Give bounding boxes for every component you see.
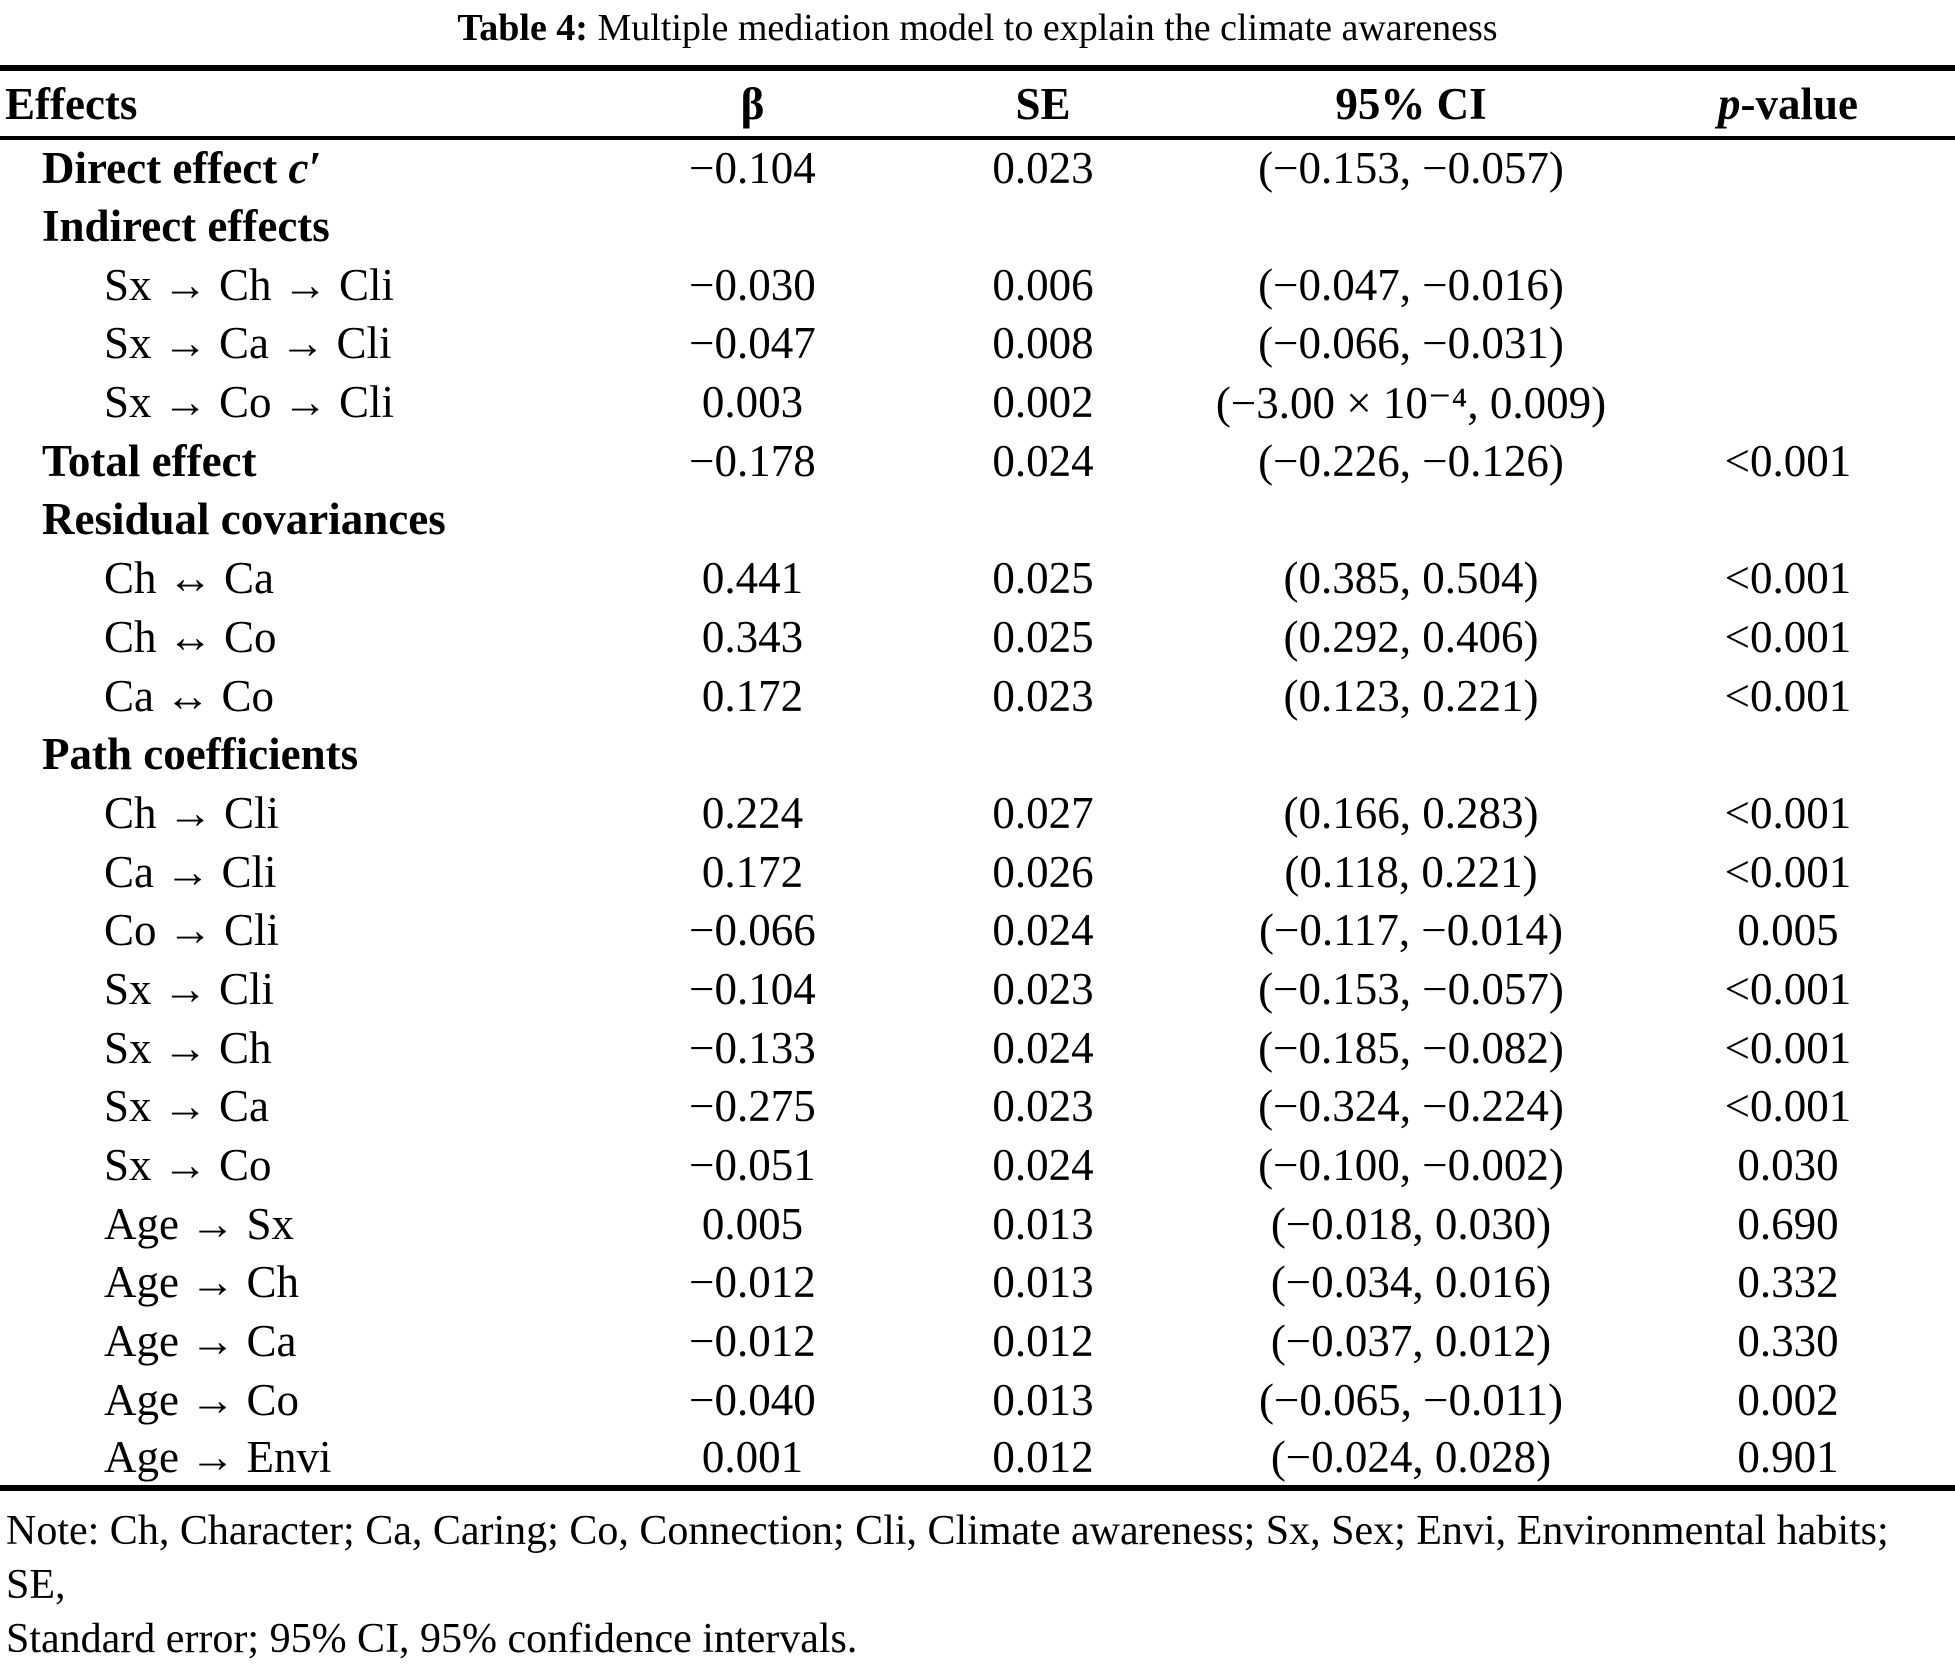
col-header-se: SE xyxy=(885,68,1201,138)
cell-pvalue xyxy=(1621,725,1955,784)
cell-beta: −0.104 xyxy=(689,963,816,1014)
col-header-effects: Effects xyxy=(0,68,620,138)
table-row xyxy=(0,901,1955,960)
cell-beta: 0.224 xyxy=(701,787,804,838)
cell-effect xyxy=(0,1077,620,1136)
cell-ci: (−0.024, 0.028) xyxy=(1270,1431,1552,1482)
effect-label: Ch ↔ Ca xyxy=(104,553,275,604)
cell-se xyxy=(885,197,1201,256)
table-row xyxy=(0,314,1955,373)
cell-pvalue: <0.001 xyxy=(1724,435,1852,486)
cell-se: 0.027 xyxy=(992,787,1094,838)
cell-beta: −0.040 xyxy=(689,1374,816,1425)
cell-se: 0.002 xyxy=(992,377,1094,428)
cell-se: 0.023 xyxy=(992,1081,1094,1132)
table-caption xyxy=(0,0,1955,52)
cell-effect xyxy=(0,842,620,901)
cell-pvalue: <0.001 xyxy=(1724,611,1852,662)
table-row xyxy=(0,373,1955,432)
cell-effect xyxy=(0,1429,620,1488)
effect-label: Sx → Co xyxy=(104,1140,272,1191)
cell-ci: (−0.047, −0.016) xyxy=(1258,259,1564,310)
cell-se: 0.025 xyxy=(992,611,1094,662)
cell-pvalue xyxy=(1621,373,1955,432)
effect-label: Ca → Cli xyxy=(104,846,277,897)
cell-pvalue: 0.030 xyxy=(1737,1140,1839,1191)
cell-effect xyxy=(0,1312,620,1371)
cell-pvalue xyxy=(1621,490,1955,549)
cell-se: 0.013 xyxy=(992,1257,1094,1308)
cell-beta: −0.012 xyxy=(689,1257,816,1308)
cell-ci: (−3.00 × 10⁻⁴, 0.009) xyxy=(1215,377,1607,428)
col-header-ci: 95% CI xyxy=(1201,68,1621,138)
cell-beta xyxy=(620,490,885,549)
cell-ci: (−0.018, 0.030) xyxy=(1270,1198,1552,1249)
cell-ci: (0.118, 0.221) xyxy=(1284,846,1538,897)
cell-beta: −0.030 xyxy=(689,259,816,310)
cell-pvalue xyxy=(1621,197,1955,256)
cell-pvalue: 0.901 xyxy=(1737,1431,1839,1482)
effect-label: Age → Ca xyxy=(104,1316,297,1367)
table-row xyxy=(0,608,1955,667)
cell-ci: (−0.117, −0.014) xyxy=(1258,905,1564,956)
cell-ci xyxy=(1201,725,1621,784)
header-row xyxy=(0,68,1955,138)
col-header-p-rest: -value xyxy=(1740,78,1858,129)
cell-effect xyxy=(0,255,620,314)
table-row xyxy=(0,549,1955,608)
mediation-table xyxy=(0,65,1955,1491)
cell-effect xyxy=(0,549,620,608)
cell-se: 0.008 xyxy=(992,318,1094,369)
table-row xyxy=(0,197,1955,256)
cell-ci: (−0.065, −0.011) xyxy=(1258,1374,1564,1425)
cell-effect xyxy=(0,901,620,960)
col-header-beta: β xyxy=(620,68,885,138)
cell-se: 0.024 xyxy=(992,905,1094,956)
effect-label: Residual covariances xyxy=(42,494,446,545)
table-row xyxy=(0,725,1955,784)
cell-beta: −0.133 xyxy=(689,1022,816,1073)
effect-label: Age → Ch xyxy=(104,1257,299,1308)
table-row xyxy=(0,490,1955,549)
table-row xyxy=(0,1077,1955,1136)
cell-pvalue xyxy=(1621,255,1955,314)
cell-pvalue xyxy=(1621,314,1955,373)
cell-ci: (−0.153, −0.057) xyxy=(1258,963,1564,1014)
effect-label: Indirect effects xyxy=(42,201,330,252)
effect-label: Sx → Ch xyxy=(104,1022,272,1073)
cell-beta: −0.047 xyxy=(689,318,816,369)
cell-se: 0.023 xyxy=(992,143,1094,194)
effect-label: Age → Co xyxy=(104,1374,299,1425)
cell-ci: (0.292, 0.406) xyxy=(1283,611,1539,662)
table-row xyxy=(0,431,1955,490)
cell-ci xyxy=(1201,197,1621,256)
cell-effect xyxy=(0,1136,620,1195)
note-line-1: Note: Ch, Character; Ca, Caring; Co, Connection; Cli, Climate awareness; Sx, Sex; Envi, Environmental habits; SE, xyxy=(6,1507,1889,1608)
cell-effect xyxy=(0,373,620,432)
cell-pvalue: <0.001 xyxy=(1724,670,1852,721)
cell-pvalue: 0.002 xyxy=(1737,1374,1839,1425)
effect-label: Direct effect xyxy=(42,143,289,194)
cell-beta: 0.172 xyxy=(701,670,804,721)
note-line-2: Standard error; 95% CI, 95% confidence intervals. xyxy=(6,1615,858,1662)
effect-label: Ca ↔ Co xyxy=(104,670,275,721)
cell-effect xyxy=(0,1018,620,1077)
cell-se: 0.006 xyxy=(992,259,1094,310)
cell-ci: (0.385, 0.504) xyxy=(1283,553,1539,604)
cell-effect xyxy=(0,1253,620,1312)
table-row xyxy=(0,1370,1955,1429)
table-row xyxy=(0,1136,1955,1195)
cell-beta: 0.441 xyxy=(701,553,804,604)
cell-effect xyxy=(0,314,620,373)
cell-effect xyxy=(0,608,620,667)
cell-ci: (−0.324, −0.224) xyxy=(1258,1081,1564,1132)
cell-effect xyxy=(0,138,620,197)
cell-se: 0.012 xyxy=(992,1431,1094,1482)
effect-label: Co → Cli xyxy=(104,905,280,956)
effect-label: Age → Envi xyxy=(104,1431,332,1482)
cell-beta: 0.343 xyxy=(701,611,804,662)
table-note xyxy=(0,1504,1955,1666)
cell-se: 0.013 xyxy=(992,1198,1094,1249)
cell-se: 0.023 xyxy=(992,963,1094,1014)
effect-label: Age → Sx xyxy=(104,1198,294,1249)
cell-ci: (−0.100, −0.002) xyxy=(1258,1140,1564,1191)
cell-pvalue: 0.005 xyxy=(1737,905,1839,956)
cell-effect xyxy=(0,666,620,725)
cell-beta xyxy=(620,197,885,256)
cell-pvalue: 0.332 xyxy=(1737,1257,1839,1308)
table-row xyxy=(0,842,1955,901)
cell-effect xyxy=(0,960,620,1019)
effect-label: Sx → Cli xyxy=(104,963,275,1014)
table-body xyxy=(0,138,1955,1488)
table-caption-number: Table 4: xyxy=(457,7,588,49)
cell-ci: (−0.185, −0.082) xyxy=(1258,1022,1564,1073)
cell-pvalue: <0.001 xyxy=(1724,1022,1852,1073)
cell-effect xyxy=(0,1194,620,1253)
table-row xyxy=(0,138,1955,197)
cell-pvalue: <0.001 xyxy=(1724,846,1852,897)
table-row xyxy=(0,255,1955,314)
cell-se: 0.012 xyxy=(992,1316,1094,1367)
table-row xyxy=(0,960,1955,1019)
cell-se: 0.023 xyxy=(992,670,1094,721)
cell-effect xyxy=(0,490,620,549)
cell-pvalue xyxy=(1621,138,1955,197)
table-row xyxy=(0,1253,1955,1312)
cell-se xyxy=(885,490,1201,549)
cell-beta: −0.275 xyxy=(689,1081,816,1132)
cell-pvalue: <0.001 xyxy=(1724,1081,1852,1132)
cell-beta: 0.003 xyxy=(701,377,804,428)
cell-beta: 0.172 xyxy=(701,846,804,897)
cell-effect xyxy=(0,1370,620,1429)
cell-pvalue: 0.330 xyxy=(1737,1316,1839,1367)
cell-effect xyxy=(0,725,620,784)
cell-ci xyxy=(1201,490,1621,549)
cell-ci: (0.123, 0.221) xyxy=(1283,670,1539,721)
cell-ci: (−0.034, 0.016) xyxy=(1270,1257,1552,1308)
cell-beta xyxy=(620,725,885,784)
cell-se: 0.013 xyxy=(992,1374,1094,1425)
effect-label: Sx → Co → Cli xyxy=(104,377,395,428)
cell-beta: −0.178 xyxy=(689,435,816,486)
table-row xyxy=(0,1018,1955,1077)
effect-label: Path coefficients xyxy=(42,729,359,780)
cell-beta: −0.051 xyxy=(689,1140,816,1191)
effect-label: Total effect xyxy=(42,435,257,486)
col-header-pvalue xyxy=(1621,68,1955,138)
cell-pvalue: 0.690 xyxy=(1737,1198,1839,1249)
col-header-p-italic: p xyxy=(1718,78,1741,129)
cell-se: 0.024 xyxy=(992,435,1094,486)
cell-beta: −0.104 xyxy=(689,143,816,194)
cell-beta: −0.066 xyxy=(689,905,816,956)
cell-ci: (−0.226, −0.126) xyxy=(1258,435,1564,486)
cell-beta: 0.001 xyxy=(701,1431,804,1482)
cell-beta: 0.005 xyxy=(701,1198,804,1249)
table-row xyxy=(0,1194,1955,1253)
cell-se: 0.025 xyxy=(992,553,1094,604)
effect-label: Sx → Ch → Cli xyxy=(104,259,395,310)
cell-pvalue: <0.001 xyxy=(1724,553,1852,604)
cell-pvalue: <0.001 xyxy=(1724,787,1852,838)
effect-label: Sx → Ca → Cli xyxy=(104,318,392,369)
cell-se: 0.024 xyxy=(992,1140,1094,1191)
cell-ci: (0.166, 0.283) xyxy=(1283,787,1539,838)
cell-effect xyxy=(0,784,620,843)
cell-effect xyxy=(0,431,620,490)
cell-se: 0.024 xyxy=(992,1022,1094,1073)
cell-ci: (−0.066, −0.031) xyxy=(1258,318,1564,369)
table-header xyxy=(0,68,1955,138)
cell-se xyxy=(885,725,1201,784)
table-caption-text: Multiple mediation model to explain the climate awareness xyxy=(587,7,1498,49)
table-row xyxy=(0,666,1955,725)
effect-label-italic: c′ xyxy=(288,143,322,194)
table-row xyxy=(0,784,1955,843)
cell-pvalue: <0.001 xyxy=(1724,963,1852,1014)
cell-ci: (−0.037, 0.012) xyxy=(1270,1316,1552,1367)
table-row xyxy=(0,1429,1955,1488)
effect-label: Ch → Cli xyxy=(104,787,280,838)
effect-label: Sx → Ca xyxy=(104,1081,270,1132)
cell-beta: −0.012 xyxy=(689,1316,816,1367)
table-row xyxy=(0,1312,1955,1371)
cell-ci: (−0.153, −0.057) xyxy=(1258,143,1564,194)
effect-label: Ch ↔ Co xyxy=(104,611,277,662)
cell-effect xyxy=(0,197,620,256)
cell-se: 0.026 xyxy=(992,846,1094,897)
